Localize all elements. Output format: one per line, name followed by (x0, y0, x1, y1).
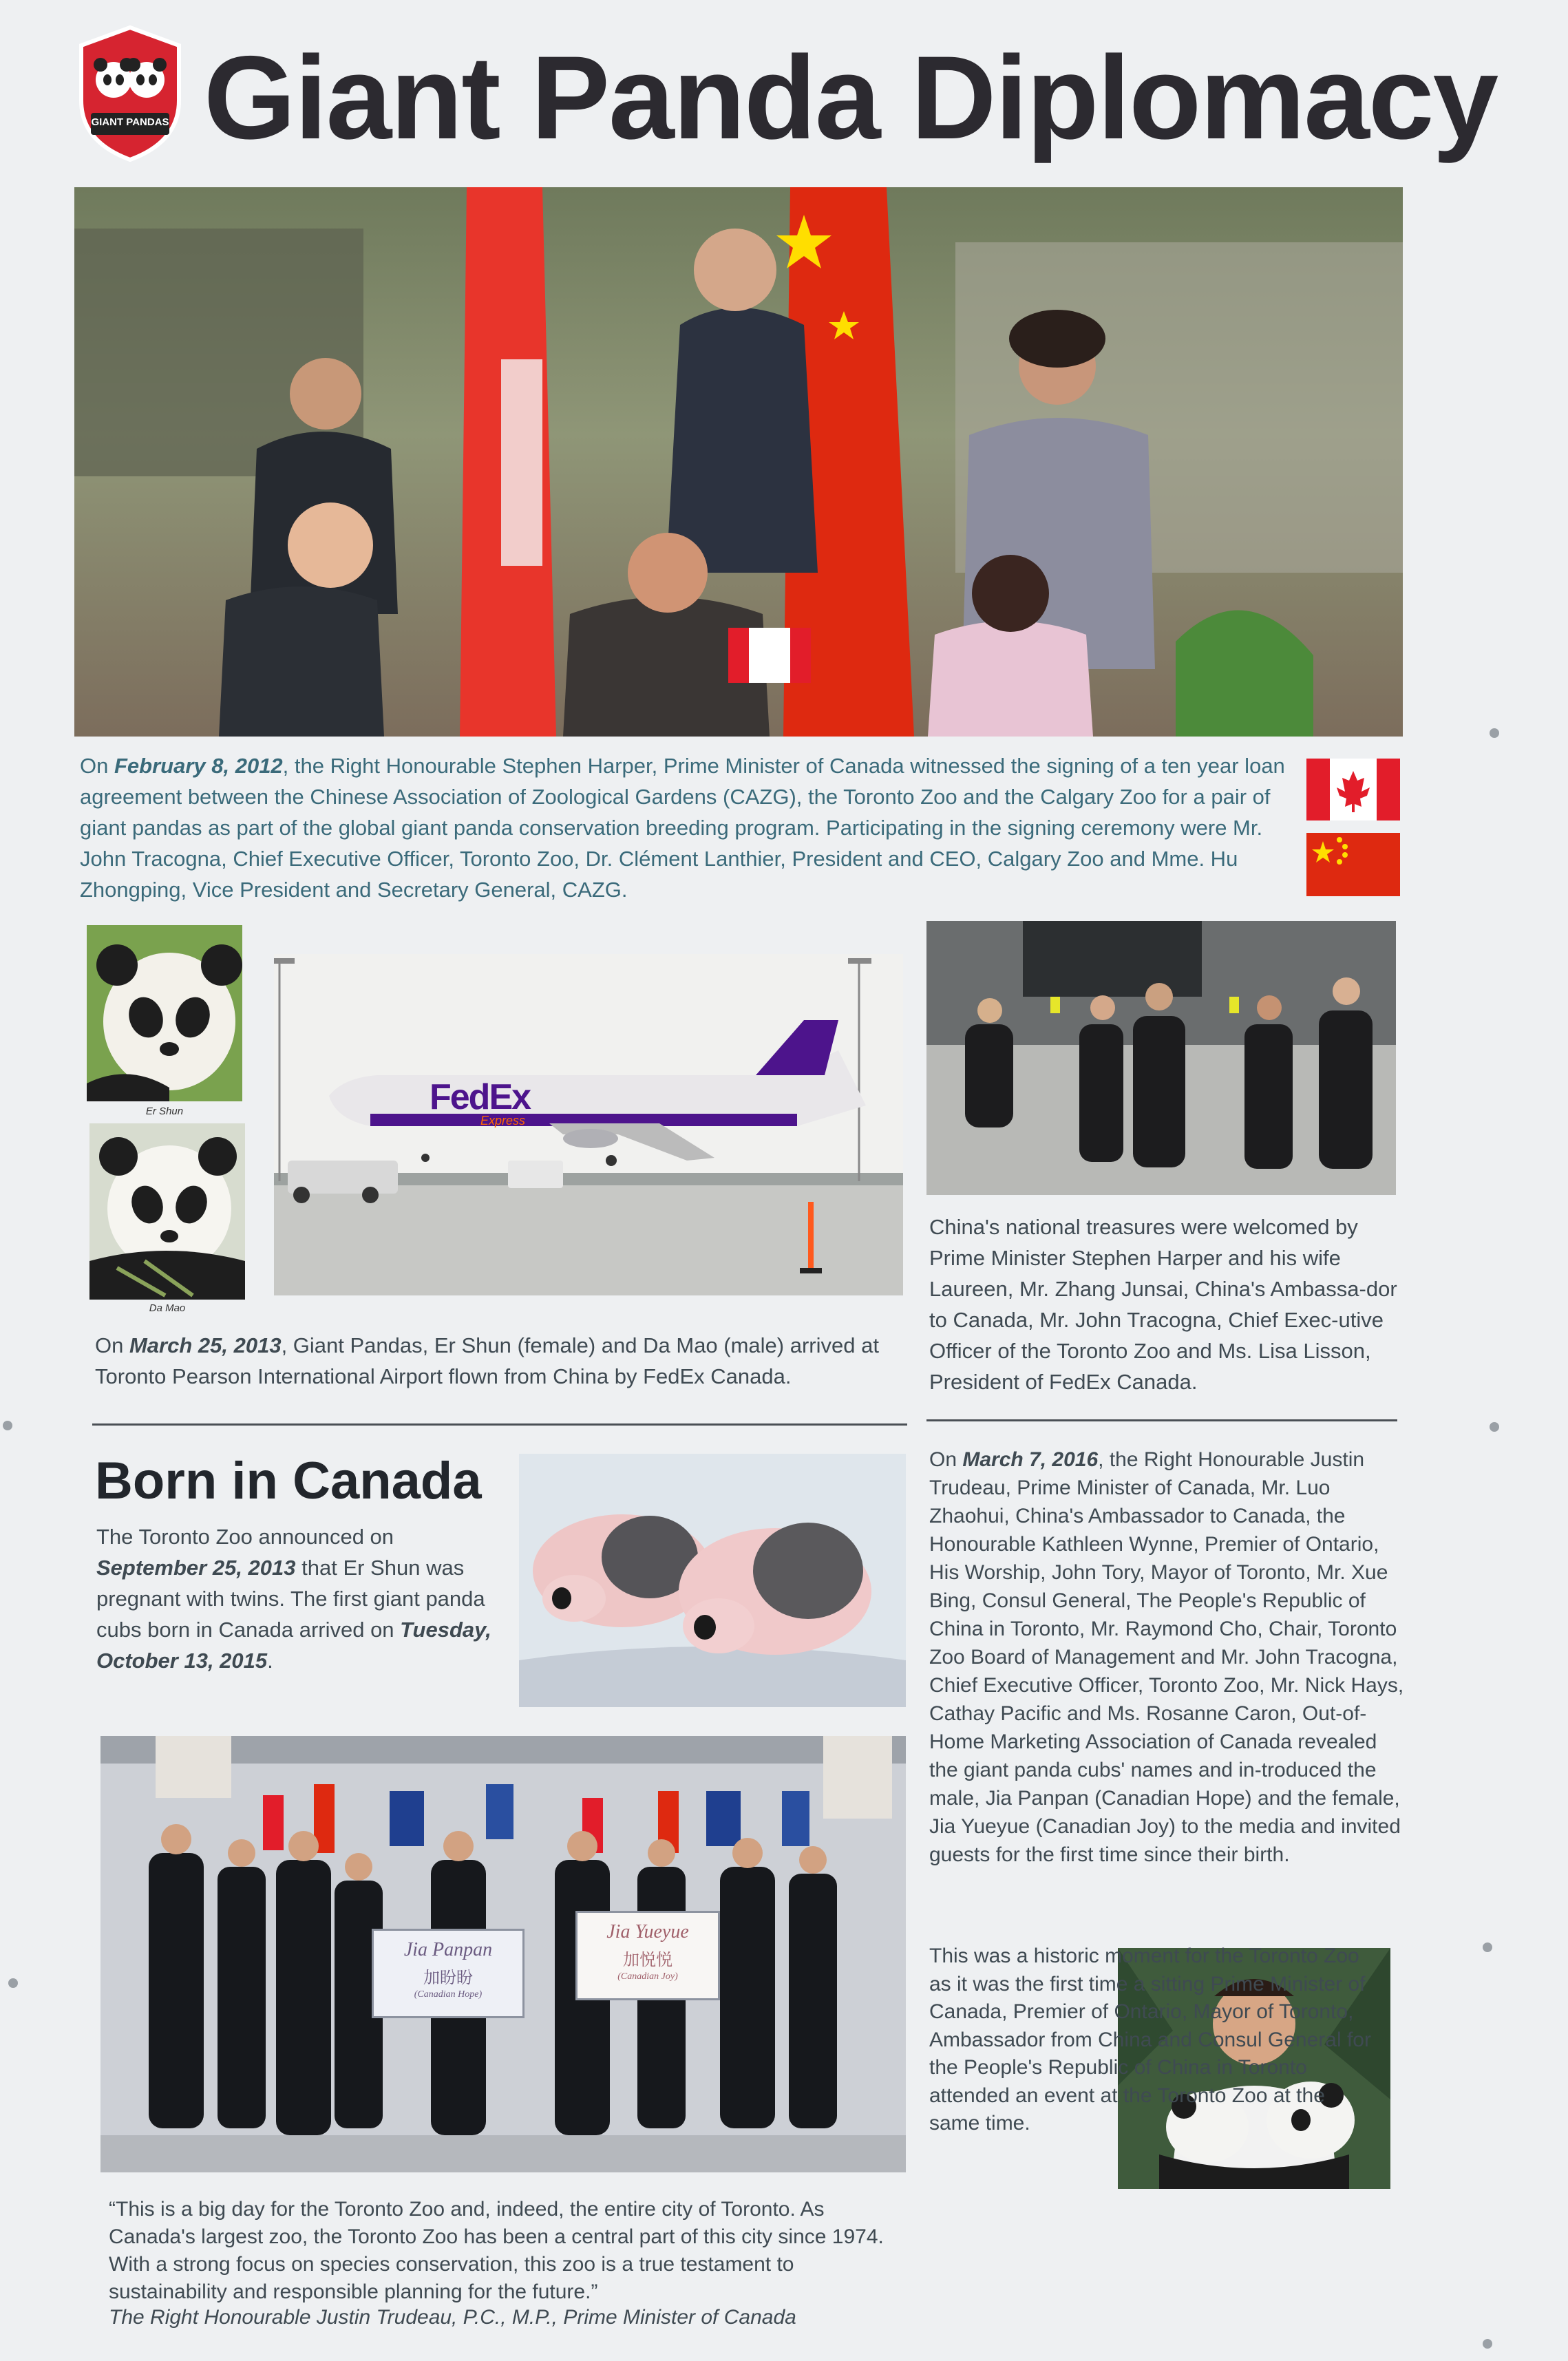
born-text-3: . (267, 1649, 273, 1673)
signing-caption-body: , the Right Honourable Stephen Harper, Prime Minister of Canada witnessed the signing of a ten year loan agreement between the Chinese Association of Zoological Gardens (CAZG), the Toronto Zoo and the Calgary Zoo for a pair of giant pandas as part of the global giant panda conservation breeding program. Participating in the signing ceremony were Mr. John Tracogna, Chief Executive Officer, Toronto Zoo, Dr. Clément Lanthier, President and CEO, Calgary Zoo and Mme. Hu Zhongping, Vice President and Secretary General, CAZG. (80, 754, 1285, 902)
arrival-caption-body: , Giant Pandas, Er Shun (female) and Da Mao (male) arrived at Toronto Pearson International Airport flown from China by FedEx Canada. (95, 1333, 879, 1388)
fedex-logo (430, 1077, 530, 1118)
trudeau-quote: “This is a big day for the Toronto Zoo and, indeed, the entire city of Toronto. As Canada's largest zoo, the Toronto Zoo has been a central part of this city since 1974. With a strong focus on species conservation, this zoo is a true testament to sustainability and responsible planning for the future.” (109, 2198, 884, 2303)
jia-yueyue-chinese: 加悦悦 (623, 1951, 672, 1969)
signing-caption-pre: On (80, 754, 114, 778)
signing-ceremony-photo (74, 187, 1403, 737)
panda-cubs-illustration (519, 1454, 906, 1707)
logo-badge (76, 25, 184, 162)
signing-caption (80, 750, 1291, 905)
page-title: Giant Panda Diplomacy (204, 32, 1498, 164)
welcome-scene-illustration (926, 921, 1396, 1195)
historic-caption: This was a historic moment for the Toronto Zoo as it was the first time a sitting Prime Minister of Canada, Premier of Ontario, Mayor of Toronto, Ambassador from China and Consul General for the People's Republic of China in Toronto attended an event at the Toronto Zoo at the same time. (929, 1945, 1371, 2135)
naming-caption-pre: On (929, 1448, 963, 1471)
born-text-2: that Er Shun was pregnant with twins. The first giant panda cubs born in Canada arrived on (96, 1556, 485, 1642)
signing-caption-date: February 8, 2012 (114, 754, 283, 778)
naming-caption (929, 1446, 1404, 1869)
jia-panpan-sign (372, 1929, 525, 2018)
jia-yueyue-english: (Canadian Joy) (617, 1971, 678, 1982)
arrival-caption (95, 1330, 907, 1392)
canada-flag-icon (1306, 759, 1400, 820)
arrival-divider (92, 1423, 907, 1426)
naming-caption-date: March 7, 2016 (962, 1448, 1099, 1471)
airplane-illustration (274, 954, 903, 1295)
panda-face-icon (89, 1123, 245, 1300)
naming-caption-body: , the Right Honourable Justin Trudeau, Prime Minister of Canada, Mr. Luo Zhaohui, China's Ambassador to Canada, the Honourable Kathleen Wynne, Premier of Ontario, His Worship, John Tory, Mayor of Toronto, Mr. Xue Bing, Consul General, The People's Republic of China in Toronto, Mr. Raymond Cho, Chair, Toronto Zoo Board of Management and Mr. John Tracogna, Chief Executive Officer, Toronto Zoo, Mr. Nick Hays, Cathay Pacific and Ms. Rosanne Caron, Out-of-Home Marketing Association of Canada revealed the giant panda cubs' names and in-troduced the male, Jia Panpan (Canadian Hope) and the female, Jia Yueyue (Canadian Joy) to the media and invited guests for the first time since their birth. (929, 1448, 1404, 1866)
fedex-plane-photo (274, 954, 903, 1295)
da-mao-photo (89, 1123, 245, 1300)
er-shun-photo (87, 925, 242, 1101)
quote-attribution: The Right Honourable Justin Trudeau, P.C., M.P., Prime Minister of Canada (109, 2306, 796, 2329)
logo-text: GIANT PANDAS (91, 116, 169, 128)
mounting-bolt (1483, 2339, 1492, 2349)
born-caption (96, 1521, 496, 1676)
arrival-caption-pre: On (95, 1333, 129, 1357)
mounting-bolt (3, 1421, 12, 1430)
er-shun-label: Er Shun (145, 1105, 184, 1117)
jia-panpan-english: (Canadian Hope) (414, 1989, 483, 2000)
welcome-caption: China's national treasures were welcomed by Prime Minister Stephen Harper and his wife Laureen, Mr. Zhang Junsai, China's Ambassa-dor to Canada, Mr. John Tracogna, Chief Exec-utive Officer of the Toronto Zoo and Ms. Lisa Lisson, President of FedEx Canada. (929, 1215, 1397, 1394)
naming-ceremony-photo (100, 1736, 906, 2172)
panda-logo-icon (76, 25, 184, 162)
panda-face-icon (87, 925, 242, 1101)
born-text-1: The Toronto Zoo announced on (96, 1525, 394, 1549)
mounting-bolt (1490, 728, 1499, 738)
born-date-1: September 25, 2013 (96, 1556, 296, 1580)
welcome-photo (926, 921, 1396, 1195)
jia-panpan-chinese: 加盼盼 (423, 1969, 473, 1987)
born-date-2: Tuesday, October 13, 2015 (96, 1618, 491, 1673)
born-heading: Born in Canada (95, 1452, 482, 1510)
da-mao-label: Da Mao (149, 1302, 186, 1314)
mounting-bolt (8, 1978, 18, 1988)
mounting-bolt (1490, 1422, 1499, 1432)
panda-cubs-photo (519, 1454, 906, 1707)
fedex-logo-sub: Express (480, 1114, 526, 1127)
jia-yueyue-sign (575, 1911, 720, 2000)
fedex-logo-text: FedEx (430, 1077, 531, 1117)
arrival-caption-date: March 25, 2013 (129, 1333, 282, 1357)
welcome-divider (926, 1419, 1397, 1421)
mounting-bolt (1483, 1942, 1492, 1952)
signing-scene-illustration (74, 187, 1403, 737)
china-flag-icon (1306, 833, 1400, 896)
jia-yueyue-name: Jia Yueyue (606, 1921, 689, 1942)
jia-panpan-name: Jia Panpan (403, 1939, 493, 1960)
